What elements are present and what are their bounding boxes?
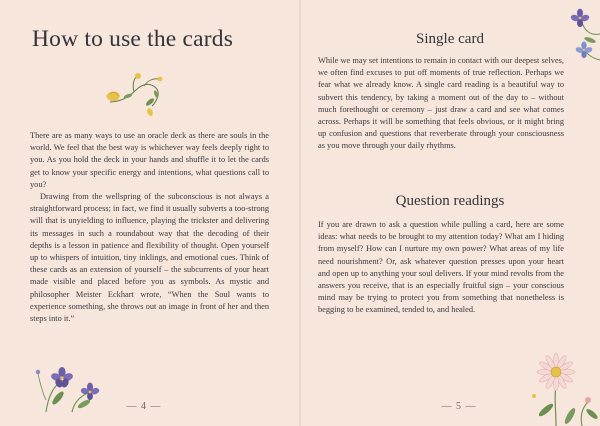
paragraph: While we may set intentions to remain in contact with our deepest selves, we often find excuses to put off moments of true reflection. Perhaps we fear what we already know. A single card reading is a beautiful way to subvert this tendency, by taking a moment out of the day to – without much forethought or ceremony – just draw a card and see what comes across. Perhaps it will be something that feels obvious, or it might bring up confusion and questions that reverberate through your consciousness as you move through your daily rhythms.: [318, 56, 564, 151]
left-body-text: [30, 130, 269, 325]
page-title: How to use the cards: [32, 26, 234, 52]
question-readings-text: [318, 219, 564, 317]
blue-violet-flowers-icon: [560, 4, 600, 70]
right-page: [300, 0, 600, 426]
page-number: — 5 —: [441, 401, 477, 412]
paragraph: Drawing from the wellspring of the subconscious is not always a straightforward process; in fact, we find it usually subverts a too-strong will that is unyielding to influence, playing the trickster and delivering its messages in such a roundabout way that the decoding of their depths is a lesson in patience and flexibility of thought. Open yourself up to whispers of intuition, tiny inklings, and emotional cues. Think of these cards as an extension of yourself – the subcurrents of your heart made visible and placed before you as symbols. As mystic and philosopher Meister Eckhart wrote, “When the Soul wants to experience something, she throws out an image in front of her and then steps into it.”: [30, 192, 269, 324]
daisy-flower-icon: [526, 346, 600, 426]
violet-flowers-icon: [28, 352, 106, 412]
paragraph: There are as many ways to use an oracle deck as there are souls in the world. We feel that the best way is whichever way feels deeply right to you. As you hold the deck in your hands and shuffle it to let the cards get to know your specific energy and intentions, what questions call to you?: [30, 131, 269, 189]
section-heading-question-readings: Question readings: [395, 193, 505, 209]
paragraph: If you are drawn to ask a question while pulling a card, here are some ideas: what needs to be brought to my attention today? What am I hiding from myself? How can I nurture my own power? What areas of my life need nourishment? Or, ask whatever question presses upon your heart and open up to anything your soul delivers. If your mind revolts from the answers you receive, that is an especially fruitful sign – your conscious mind may be trying to protect you from something that nonetheless is begging to be examined, tended to, and healed.: [318, 220, 564, 315]
yellow-flower-sprig-icon: [104, 72, 168, 118]
single-card-text: [318, 55, 564, 153]
page-number: — 4 —: [126, 401, 162, 412]
section-heading-single-card: Single card: [416, 31, 484, 47]
